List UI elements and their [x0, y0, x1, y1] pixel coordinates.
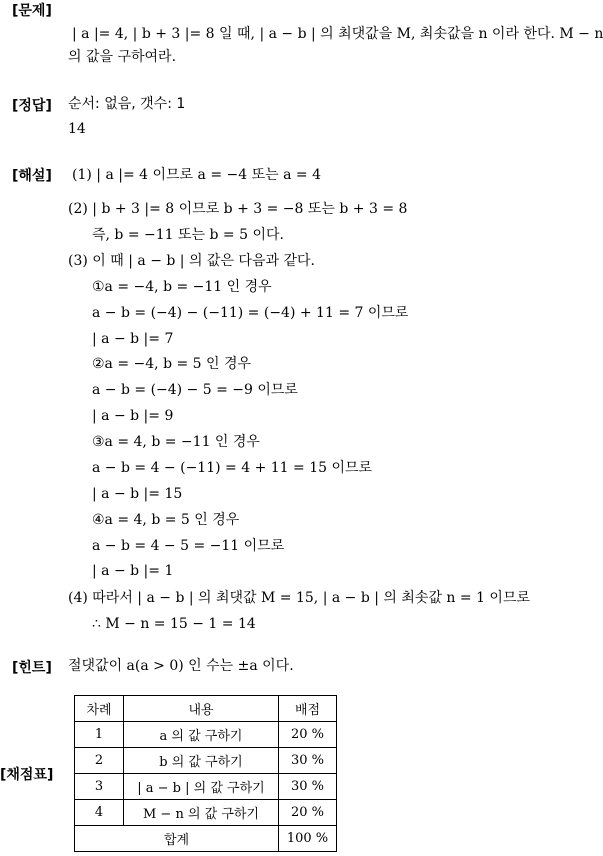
- rubric-cell: 30 %: [279, 748, 337, 774]
- rubric-cell: | a − b | 의 값 구하기: [124, 774, 279, 800]
- problem-text-line-2: 의 값을 구하여라.: [68, 49, 177, 65]
- solution-line: (2) | b + 3 |= 8 이므로 b + 3 = −8 또는 b + 3 = 8: [68, 201, 408, 217]
- rubric-cell: 30 %: [279, 774, 337, 800]
- rubric-total-row: [75, 826, 337, 852]
- solution-line: ②a = −4, b = 5 인 경우: [92, 356, 252, 372]
- rubric-header-row: [75, 696, 337, 722]
- rubric-header-order: 차례: [75, 696, 124, 722]
- solution-line: 즉, b = −11 또는 b = 5 이다.: [92, 227, 284, 243]
- rubric-table: [74, 695, 337, 852]
- rubric-total-label: 합계: [75, 826, 279, 852]
- table-row: [75, 748, 337, 774]
- table-row: [75, 722, 337, 748]
- hint-label: [힌트]: [12, 660, 52, 676]
- solution-line: ∴ M − n = 15 − 1 = 14: [92, 616, 256, 632]
- solution-line: (1) | a |= 4 이므로 a = −4 또는 a = 4: [72, 167, 321, 183]
- answer-meta: 순서: 없음, 갯수: 1: [68, 96, 186, 112]
- table-row: [75, 774, 337, 800]
- solution-line: ③a = 4, b = −11 인 경우: [92, 434, 260, 450]
- problem-text-line-1: | a |= 4, | b + 3 |= 8 일 때, | a − b | 의 최댓값을 M, 최솟값을 n 이라 한다. M − n: [72, 26, 603, 42]
- rubric-cell: a 의 값 구하기: [124, 722, 279, 748]
- solution-line: | a − b |= 15: [92, 486, 183, 502]
- table-row: [75, 800, 337, 826]
- rubric-header-score: 배점: [279, 696, 337, 722]
- rubric-cell: M − n 의 값 구하기: [124, 800, 279, 826]
- answer-label: [정답]: [12, 98, 52, 114]
- solution-label: [해설]: [12, 168, 52, 184]
- solution-line: | a − b |= 1: [92, 563, 174, 579]
- rubric-cell: 20 %: [279, 800, 337, 826]
- rubric-cell: 3: [75, 774, 124, 800]
- solution-line: a − b = 4 − 5 = −11 이므로: [92, 538, 285, 554]
- rubric-cell: 20 %: [279, 722, 337, 748]
- rubric-cell: b 의 값 구하기: [124, 748, 279, 774]
- solution-line: | a − b |= 9: [92, 408, 174, 424]
- solution-line: a − b = (−4) − (−11) = (−4) + 11 = 7 이므로: [92, 305, 409, 321]
- problem-label: [문제]: [12, 3, 52, 19]
- solution-line: a − b = 4 − (−11) = 4 + 11 = 15 이므로: [92, 460, 373, 476]
- solution-line: a − b = (−4) − 5 = −9 이므로: [92, 382, 298, 398]
- rubric-cell: 2: [75, 748, 124, 774]
- rubric-label: [채점표]: [0, 767, 54, 783]
- rubric-header-content: 내용: [124, 696, 279, 722]
- solution-line: | a − b |= 7: [92, 331, 174, 347]
- rubric-total-value: 100 %: [279, 826, 337, 852]
- solution-line: (3) 이 때 | a − b | 의 값은 다음과 같다.: [68, 253, 315, 269]
- solution-line: ④a = 4, b = 5 인 경우: [92, 512, 240, 528]
- solution-line: (4) 따라서 | a − b | 의 최댓값 M = 15, | a − b | 의 최솟값 n = 1 이므로: [68, 590, 531, 606]
- hint-text: 절댓값이 a(a > 0) 인 수는 ±a 이다.: [68, 658, 294, 674]
- answer-value: 14: [68, 121, 86, 137]
- rubric-cell: 1: [75, 722, 124, 748]
- solution-line: ①a = −4, b = −11 인 경우: [92, 279, 272, 295]
- rubric-cell: 4: [75, 800, 124, 826]
